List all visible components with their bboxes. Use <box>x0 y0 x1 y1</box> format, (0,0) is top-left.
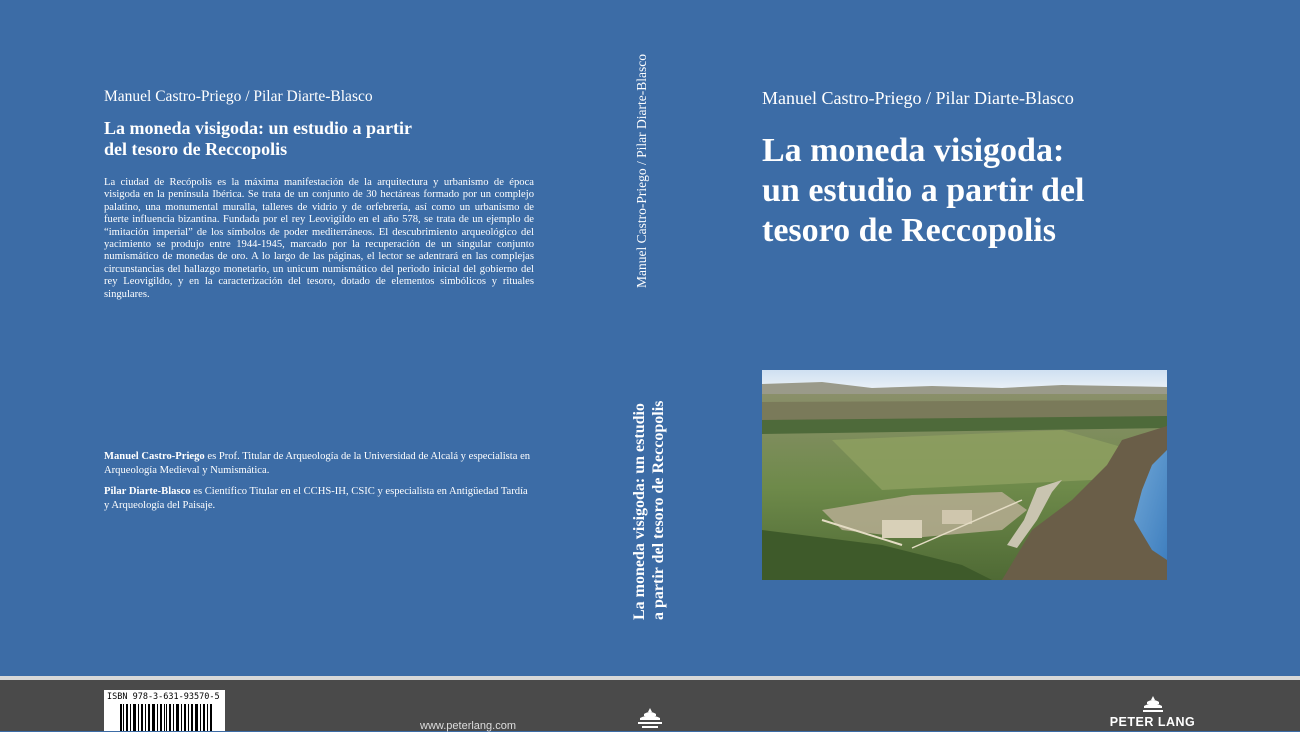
bio-diarte-name: Pilar Diarte-Blasco <box>104 486 191 497</box>
bio-castro <box>104 450 534 477</box>
publisher-name: PETER LANG <box>1109 715 1196 729</box>
barcode-bars-icon <box>120 704 212 731</box>
bio-diarte <box>104 485 534 512</box>
back-title-line2: del tesoro de Reccopolis <box>104 139 288 159</box>
front-title-line2: un estudio a partir del <box>762 172 1085 209</box>
front-title <box>762 131 1222 251</box>
back-title <box>104 118 534 160</box>
back-cover <box>104 88 534 301</box>
publisher-url: www.peterlang.com <box>420 720 516 732</box>
back-authors: Manuel Castro-Priego / Pilar Diarte-Blasco <box>104 88 373 105</box>
publisher-logo <box>1105 695 1200 731</box>
peter-lang-logo-icon <box>636 706 664 731</box>
bio-castro-name: Manuel Castro-Priego <box>104 451 205 462</box>
spine-title-line2: a partir del tesoro de Reccopolis <box>650 400 667 620</box>
front-cover <box>762 88 1222 251</box>
author-bios <box>104 450 534 520</box>
front-title-line3: tesoro de Reccopolis <box>762 212 1056 249</box>
spine-title <box>630 340 668 620</box>
spine <box>620 0 676 680</box>
aerial-photo <box>762 370 1167 580</box>
back-blurb: La ciudad de Recópolis es la máxima manifestación de la arquitectura y urbanismo de época visigoda en la península Ibérica. Se trata de un conjunto de 30 hectáreas formado por un complejo palatino, una monumental muralla, talleres de vidrio y de orfebrería, así como un urbanismo de fuerte influencia bizantina. Fundada por el rey Leovigildo en el año 578, se trata de un ejemplo de “imitación imperial” de los símbolos de poder mediterráneos. El descubrimiento arqueológico del yacimiento se produjo entre 1944-1945, marcado por la recuperación de un singular conjunto numismático de monedas de oro. A lo largo de las páginas, el lector se adentrará en las complejas circunstancias del hallazgo monetario, un unicum numismático del periodo inicial del gobierno del rey Leovigildo, y en la caracterización del tesoro, dotado de elementos simbólicos y rituales singulares. <box>104 177 534 300</box>
barcode <box>104 690 225 731</box>
bio-castro-text: es Prof. Titular de Arqueología de la Universidad de Alcalá y especialista en Arqueología Medieval y Numismática. <box>104 451 531 476</box>
peter-lang-mark-icon <box>1142 695 1164 713</box>
aerial-photo-illustration <box>762 370 1167 580</box>
bio-diarte-text: es Científico Titular en el CCHS-IH, CSIC y especialista en Antigüedad Tardía y Arqueología del Paisaje. <box>104 486 528 511</box>
spine-title-line1: La moneda visigoda: un estudio <box>631 403 648 620</box>
isbn-label: ISBN 978-3-631-93570-5 <box>107 692 220 702</box>
back-title-line1: La moneda visigoda: un estudio a partir <box>104 118 413 138</box>
front-title-line1: La moneda visigoda: <box>762 132 1065 169</box>
front-authors: Manuel Castro-Priego / Pilar Diarte-Blasco <box>762 88 1074 108</box>
spine-authors: Manuel Castro-Priego / Pilar Diarte-Blasco <box>634 54 649 288</box>
